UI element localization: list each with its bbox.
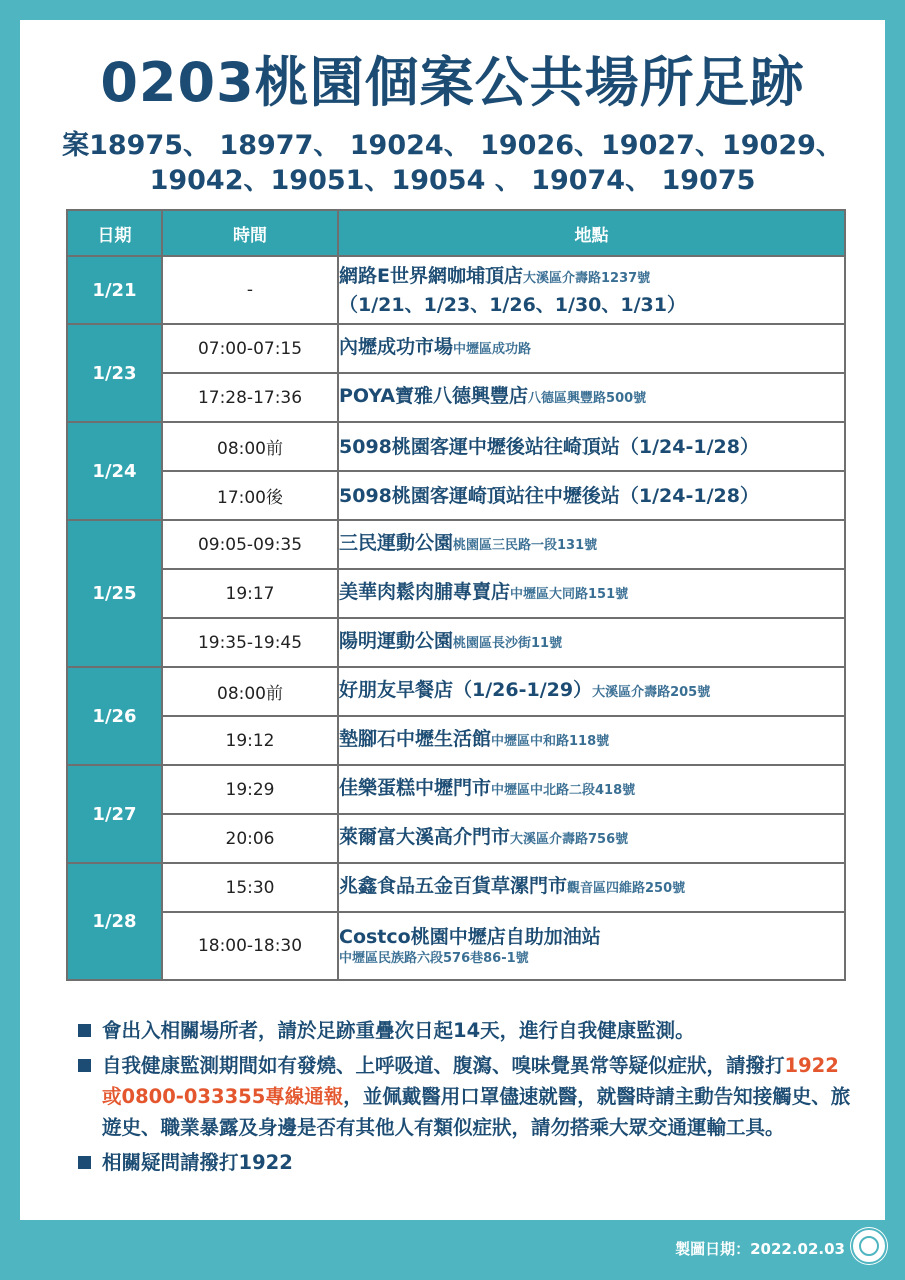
time-cell: 19:12: [162, 716, 338, 765]
place-name: 網路E世界網咖埔頂店: [339, 264, 523, 287]
table-row: [67, 765, 845, 814]
date-cell: 1/24: [67, 422, 162, 520]
note-2-text-b: ，並佩戴醫用口罩儘速就醫，就醫時請主動告知接觸史、旅遊史、職業暴露及身邊是否有其他人有類似症狀，請勿搭乘大眾交通運輸工具。: [102, 1085, 851, 1139]
time-cell: 15:30: [162, 863, 338, 912]
table-row: [67, 618, 845, 667]
date-cell: 1/21: [67, 256, 162, 324]
square-bullet-icon: [78, 1156, 91, 1169]
square-bullet-icon: [78, 1059, 91, 1072]
place-name: Costco桃園中壢店自助加油站: [339, 926, 601, 948]
date-cell: 1/27: [67, 765, 162, 863]
note-3-text: 相關疑問請撥打1922: [102, 1151, 293, 1174]
table-row: [67, 471, 845, 520]
date-cell: 1/25: [67, 520, 162, 667]
time-cell: 19:29: [162, 765, 338, 814]
place-name: 美華肉鬆肉脯專賣店: [339, 581, 511, 603]
note-2: [78, 1050, 858, 1143]
place-cell: [338, 471, 845, 520]
city-seal-icon: [851, 1228, 887, 1264]
time-cell: 18:00-18:30: [162, 912, 338, 980]
place-cell: [338, 520, 845, 569]
time-cell: 19:35-19:45: [162, 618, 338, 667]
time-cell: 19:17: [162, 569, 338, 618]
place-name: 5098桃園客運崎頂站往中壢後站（1/24-1/28）: [339, 484, 759, 507]
footprint-table: [66, 209, 846, 981]
table-row: [67, 863, 845, 912]
date-cell: 1/26: [67, 667, 162, 765]
place-address: 八德區興豐路500號: [528, 391, 647, 406]
note-1: [78, 1015, 858, 1046]
header-place: 地點: [338, 210, 845, 256]
place-cell: [338, 863, 845, 912]
date-cell: 1/23: [67, 324, 162, 422]
place-name: 內壢成功市場: [339, 336, 454, 358]
place-cell: [338, 765, 845, 814]
note-2-text-a: 自我健康監測期間如有發燒、上呼吸道、腹瀉、嗅味覺異常等疑似症狀，請撥打: [102, 1054, 785, 1077]
place-cell: [338, 324, 845, 373]
time-cell: 07:00-07:15: [162, 324, 338, 373]
table-row: [67, 422, 845, 471]
case-numbers: [20, 128, 885, 198]
poster-card: [20, 20, 885, 1220]
place-name: 墊腳石中壢生活館: [339, 728, 492, 750]
time-cell: -: [162, 256, 338, 324]
table-row: [67, 716, 845, 765]
place-cell: [338, 569, 845, 618]
place-address: 中壢區民族路六段576巷86-1號: [339, 951, 529, 966]
time-cell: 08:00前: [162, 667, 338, 716]
table-body: [67, 256, 845, 980]
place-name: 5098桃園客運中壢後站往崎頂站（1/24-1/28）: [339, 435, 759, 458]
place-name: 兆鑫食品五金百貨草漯門市: [339, 875, 568, 897]
place-cell: [338, 373, 845, 422]
place-cell: [338, 716, 845, 765]
table-row: [67, 569, 845, 618]
place-cell: [338, 618, 845, 667]
table-row: [67, 667, 845, 716]
header-time: 時間: [162, 210, 338, 256]
table-row: [67, 373, 845, 422]
notes: [78, 1015, 858, 1182]
place-cell: [338, 256, 845, 324]
table-row: [67, 256, 845, 324]
place-cell: [338, 814, 845, 863]
table-header-row: [67, 210, 845, 256]
case-line-1: 案18975、 18977、 19024、 19026、19027、19029、: [62, 130, 843, 161]
table-row: [67, 520, 845, 569]
time-cell: 17:00後: [162, 471, 338, 520]
place-cell: [338, 667, 845, 716]
place-address: 大溪區介壽路205號: [592, 685, 711, 700]
place-address: 桃園區三民路一段131號: [453, 538, 598, 553]
case-line-2: 19042、19051、19054 、 19074、 19075: [149, 165, 756, 196]
place-cell: [338, 912, 845, 980]
place-address: 中壢區中北路二段418號: [491, 783, 636, 798]
time-cell: 09:05-09:35: [162, 520, 338, 569]
place-name: 萊爾富大溪高介門市: [339, 826, 511, 848]
note-1-text: 會出入相關場所者，請於足跡重疊次日起14天，進行自我健康監測。: [102, 1019, 695, 1042]
page-title: 0203桃園個案公共場所足跡: [100, 51, 805, 114]
header-date: 日期: [67, 210, 162, 256]
place-address: 大溪區介壽路756號: [510, 832, 629, 847]
place-name: 三民運動公園: [339, 532, 454, 554]
date-cell: 1/28: [67, 863, 162, 980]
place-name: POYA寶雅八德興豐店: [339, 385, 529, 407]
place-cell: [338, 422, 845, 471]
place-address: 大溪區介壽路1237號: [522, 270, 651, 286]
note-3: [78, 1147, 858, 1178]
table-row: [67, 324, 845, 373]
place-address: 觀音區四維路250號: [567, 881, 686, 896]
time-cell: 08:00前: [162, 422, 338, 471]
made-date: 製圖日期：2022.02.03: [675, 1240, 845, 1258]
hotline-text: 1922或0800-033355專線通報: [102, 1054, 839, 1108]
time-cell: 20:06: [162, 814, 338, 863]
place-name: 陽明運動公園: [339, 630, 454, 652]
place-address: 中壢區中和路118號: [491, 734, 610, 749]
place-name: 佳樂蛋糕中壢門市: [339, 777, 492, 799]
table-row: [67, 912, 845, 980]
place-name: 好朋友早餐店（1/26-1/29）: [339, 679, 593, 701]
place-dates: （1/21、1/23、1/26、1/30、1/31）: [339, 293, 687, 316]
place-address: 桃園區長沙街11號: [453, 636, 563, 651]
square-bullet-icon: [78, 1024, 91, 1037]
time-cell: 17:28-17:36: [162, 373, 338, 422]
place-address: 中壢區成功路: [453, 342, 532, 357]
table-row: [67, 814, 845, 863]
place-address: 中壢區大同路151號: [510, 587, 629, 602]
